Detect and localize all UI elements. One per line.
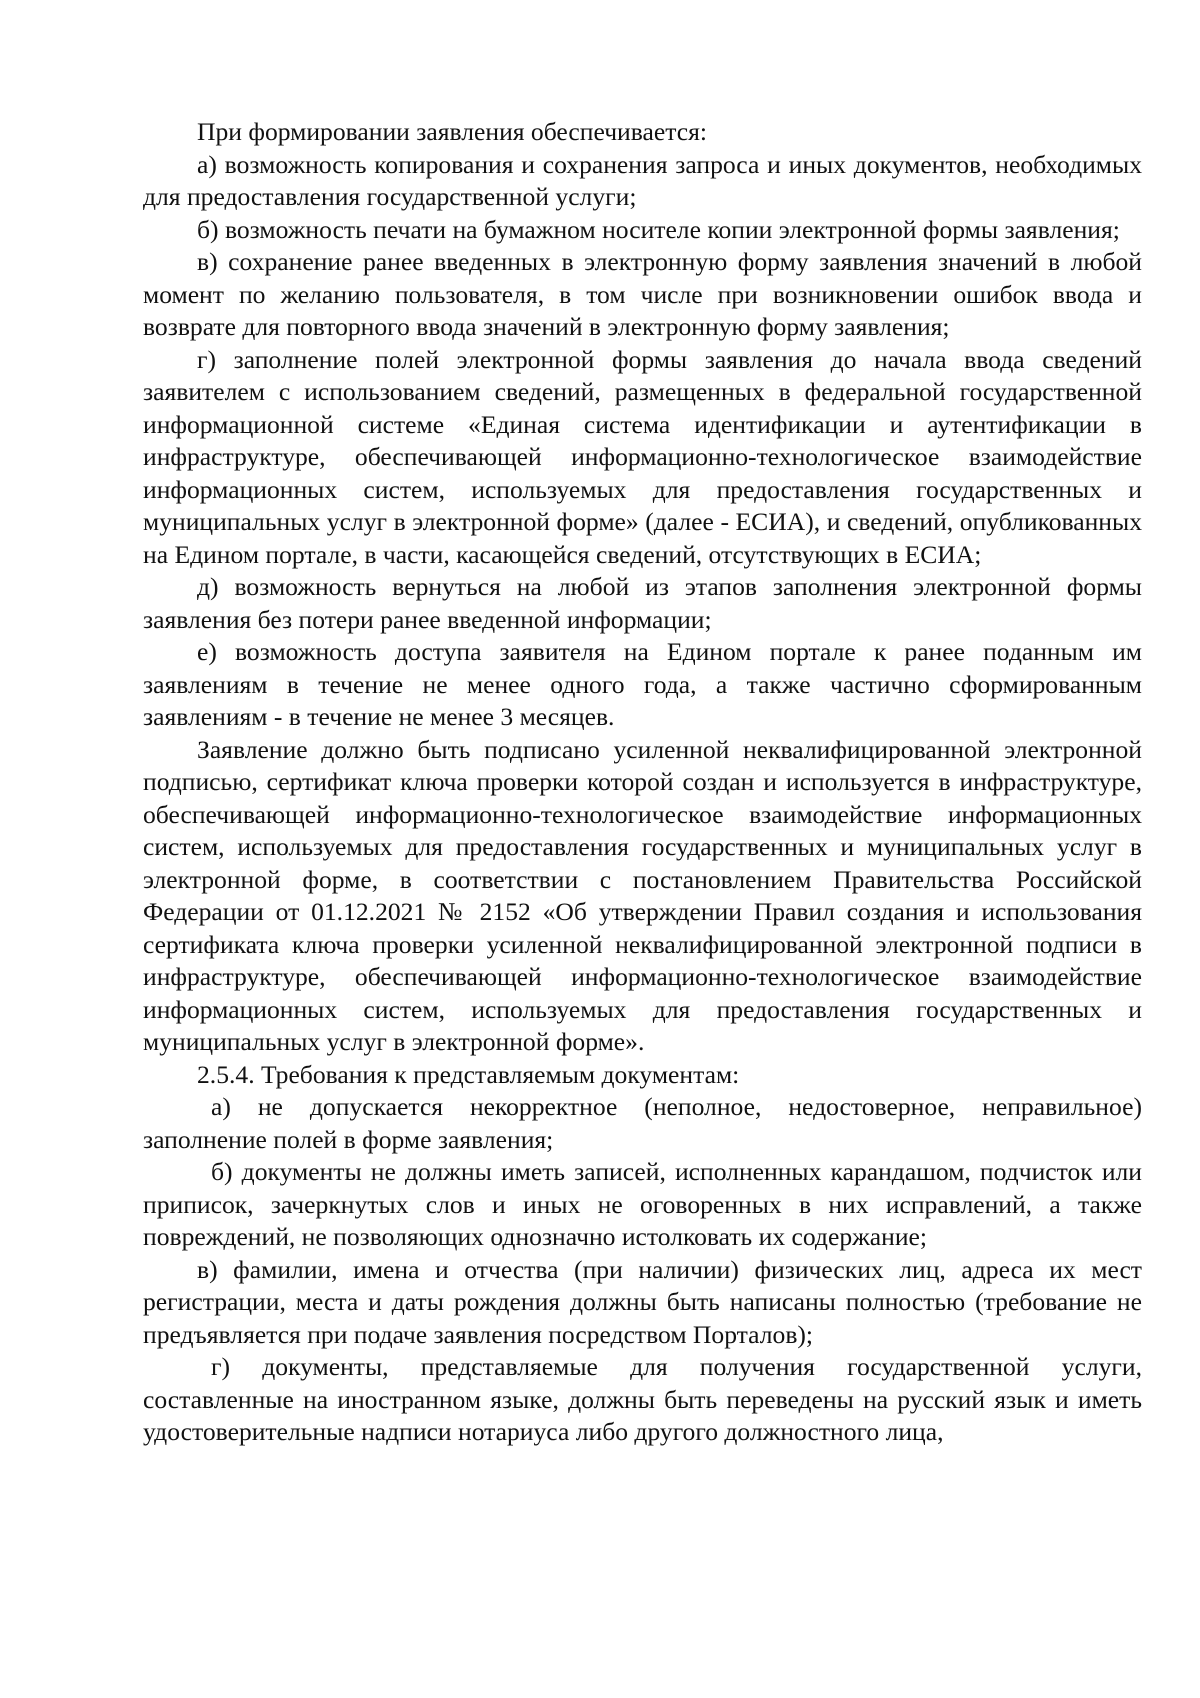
paragraph-item-d: д) возможность вернуться на любой из этапов заполнения электронной формы заявления без потери ранее введенной информации; bbox=[143, 572, 1142, 634]
paragraph-requirement-b: б) документы не должны иметь записей, исполненных карандашом, подчисток или приписок, зачеркнутых слов и иных не оговоренных в них исправлений, а также повреждений, не позволяющих однозначно истолковать их содержание; bbox=[143, 1157, 1142, 1251]
paragraph-item-g: г) заполнение полей электронной формы заявления до начала ввода сведений заявителем с использованием сведений, размещенных в федеральной государственной информационной системе «Единая система идентификации и аутентификации в инфраструктуре, обеспечивающей информационно-технологическое взаимодействие информационных систем, используемых для предоставления государственных и муниципальных услуг в электронной форме» (далее - ЕСИА), и сведений, опубликованных на Едином портале, в части, касающейся сведений, отсутствующих в ЕСИА; bbox=[143, 344, 1142, 569]
paragraph-intro: При формировании заявления обеспечивается: bbox=[197, 117, 707, 146]
paragraph-item-e: е) возможность доступа заявителя на Едином портале к ранее поданным им заявлениям в течение не менее одного года, а также частично сформированным заявлениям - в течение не менее 3 месяцев. bbox=[143, 637, 1142, 731]
paragraph-item-b: б) возможность печати на бумажном носителе копии электронной формы заявления; bbox=[197, 214, 1120, 244]
paragraph-signature-requirement: Заявление должно быть подписано усиленной неквалифицированной электронной подписью, сертификат ключа проверки которой создан и используется в инфраструктуре, обеспечивающей информационно-технологическое взаимодействие информационных систем, используемых для предоставления государственных и муниципальных услуг в электронной форме, в соответствии с постановлением Правительства Российской Федерации от 01.12.2021 № 2152 «Об утверждении Правил создания и использования сертификата ключа проверки усиленной неквалифицированной электронной подписи в инфраструктуре, обеспечивающей информационно-технологическое взаимодействие информационных систем, используемых для предоставления государственных и муниципальных услуг в электронной форме». bbox=[143, 734, 1142, 1056]
paragraph-item-a: а) возможность копирования и сохранения запроса и иных документов, необходимых для предоставления государственной услуги; bbox=[143, 149, 1142, 211]
paragraph-item-v: в) сохранение ранее введенных в электронную форму заявления значений в любой момент по желанию пользователя, в том числе при возникновении ошибок ввода и возврате для повторного ввода значений в электронную форму заявления; bbox=[143, 247, 1142, 341]
paragraph-requirement-a: а) не допускается некорректное (неполное, недостоверное, неправильное) заполнение полей в форме заявления; bbox=[143, 1092, 1142, 1154]
paragraph-requirement-g: г) документы, представляемые для получения государственной услуги, составленные на иностранном языке, должны быть переведены на русский язык и иметь удостоверительные надписи нотариуса либо другого должностного лица, bbox=[143, 1352, 1142, 1446]
section-heading-2-5-4: 2.5.4. Требования к представляемым документам: bbox=[197, 1059, 740, 1089]
paragraph-requirement-v: в) фамилии, имена и отчества (при наличии) физических лиц, адреса их мест регистрации, места и даты рождения должны быть написаны полностью (требование не предъявляется при подаче заявления посредством Порталов); bbox=[143, 1254, 1142, 1349]
document-body bbox=[143, 116, 1142, 1449]
